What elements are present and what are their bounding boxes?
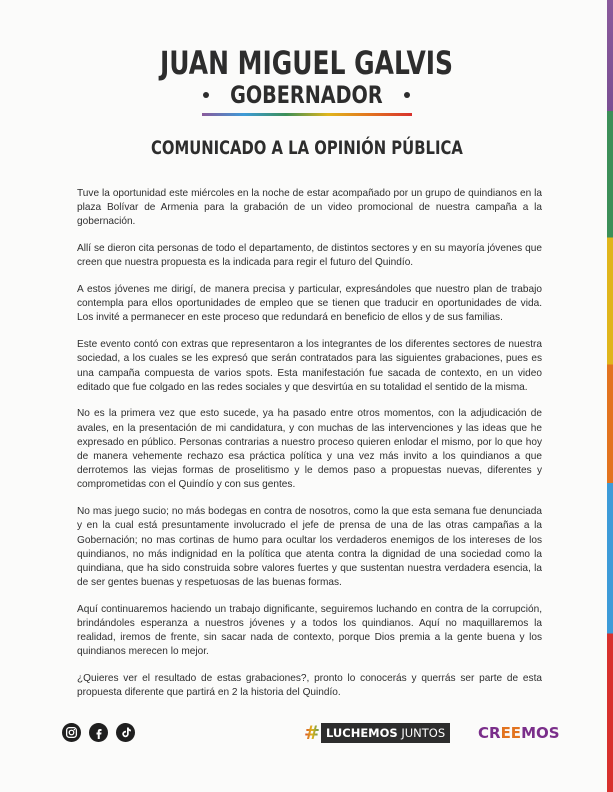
page-title: COMUNICADO A LA OPINIÓN PÚBLICA bbox=[150, 137, 463, 159]
paragraph-5: No es la primera vez que esto sucede, ya ha pasado entre otros momentos, con la adjudicación de avales, en la presentación de mi candidatura, y con muchas de las intervenciones y las ideas que he expresado en público. Personas contrarias a nuestro proceso quieren enlodar el mismo, por lo que hoy de manera vehemente rechazo esa práctica política y una vez más invito a los quindianos a que derrotemos las viejas formas de proselitismo y le demos paso a propuestas nuevas, diferentes y comprometidas con el Quindío y con sus gentes. bbox=[77, 408, 542, 491]
bullet-dot-left bbox=[203, 92, 209, 98]
paragraph-2: Allí se dieron cita personas de todo el departamento, de distintos sectores y en su mayoría jóvenes que creen que nuestra propuesta es la indicada para regir el futuro del Quindío. bbox=[77, 243, 542, 269]
slogan-logo bbox=[303, 723, 450, 743]
color-underbar bbox=[202, 113, 412, 116]
statement-body bbox=[77, 187, 542, 713]
paragraph-8: ¿Quieres ver el resultado de estas grabaciones?, pronto lo conocerás y querrás ser parte de esta propuesta diferente que partirá en 2 la historia del Quindío. bbox=[77, 673, 542, 699]
candidate-role: GOBERNADOR bbox=[230, 81, 383, 109]
paragraph-4: Este evento contó con extras que representaron a los integrantes de los diferentes sectores de nuestra sociedad, a los cuales se les expresó que serán contratados para las siguientes grabaciones, pues es una campaña compuesta de varios spots. Esta manifestación fue sacada de contexto, en un video editado que fue colgado en las redes sociales y que desvirtúa en su totalidad el sentido de la misma. bbox=[77, 339, 542, 393]
party-text-1: CR bbox=[478, 724, 501, 742]
paragraph-7: Aquí continuaremos haciendo un trabajo dignificante, seguiremos luchando en contra de la corrupción, brindándoles esperanza a nuestros jóvenes y a todos los quindianos. Aquí no maquillaremos la realidad, iremos de frente, sin sacar nada de contexto, porque Dios premia a la gente buena y los quindianos merecen lo mejor. bbox=[77, 603, 542, 658]
candidate-name: JUAN MIGUEL GALVIS bbox=[159, 44, 454, 82]
paragraph-3: A estos jóvenes me dirigí, de manera precisa y particular, expresándoles que nuestro plan de trabajo contempla para ellos oportunidades de empleo que se tienen que traducir en oportunidades de vida. Los invité a permanecer en este proceso que redundará en beneficio de ellos y de sus familias. bbox=[77, 284, 542, 324]
tiktok-icon[interactable] bbox=[116, 723, 135, 742]
facebook-icon[interactable] bbox=[89, 723, 108, 742]
footer bbox=[0, 722, 613, 746]
header bbox=[0, 45, 613, 116]
party-logo bbox=[478, 724, 560, 742]
party-text-2: EE bbox=[500, 724, 522, 742]
instagram-icon[interactable] bbox=[62, 723, 81, 742]
slogan-box bbox=[321, 723, 450, 743]
paragraph-1: Tuve la oportunidad este miércoles en la noche de estar acompañado por un grupo de quindianos en la plaza Bolívar de Armenia para la grabación de un video promocional de nuestra campaña a la gobernación. bbox=[77, 188, 542, 228]
bullet-dot-right bbox=[404, 92, 410, 98]
subtitle-row bbox=[0, 81, 613, 109]
slogan-light: JUNTOS bbox=[401, 726, 446, 740]
slogan-bold: LUCHEMOS bbox=[326, 726, 398, 740]
paragraph-6: No mas juego sucio; no más bodegas en contra de nosotros, como la que esta semana fue denunciada y en la cual está presuntamente involucrado el jefe de prensa de una de las otras campañas a la Gobernación; no mas cortinas de humo para ocultar los verdaderos enemigos de los intereses de los quindianos, no más indignidad en la política que atenta contra la dignidad de una sociedad como la quindiana, que ha sido construida sobre valores fuertes y que sustentan nuestra verdadera esencia, la de ser gentes buenas y respetuosas de las buenas formas. bbox=[77, 506, 542, 589]
social-links bbox=[62, 723, 135, 742]
color-stripe bbox=[607, 0, 613, 792]
hashtag-icon: # bbox=[304, 722, 320, 744]
party-text-3: MOS bbox=[521, 724, 560, 742]
